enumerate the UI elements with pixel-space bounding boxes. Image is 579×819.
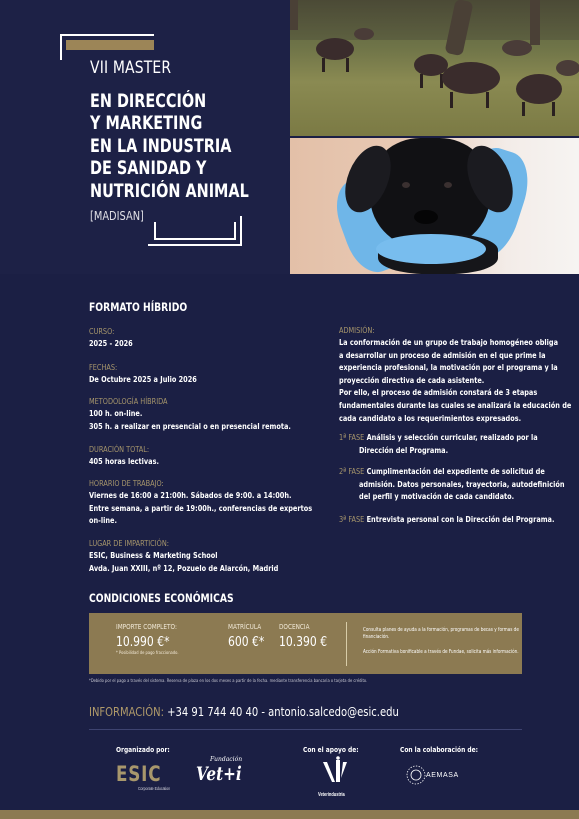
divider xyxy=(89,729,522,730)
matricula-value: 600 €* xyxy=(228,634,265,650)
fundacion-vet-logo: Fundación Vet+i xyxy=(196,756,243,785)
admision-label: ADMISIÓN: xyxy=(339,325,375,335)
horario-label: HORARIO DE TRABAJO: xyxy=(89,478,164,488)
metodologia-label: METODOLOGÍA HÍBRIDA xyxy=(89,396,168,406)
title-line: EN DIRECCIÓN xyxy=(90,91,207,112)
metodologia-value: 100 h. on-line. 305 h. a realizar en presencial o en presencial remota. xyxy=(89,408,291,431)
decor-bracket-top xyxy=(60,34,154,60)
lugar-label: LUGAR DE IMPARTICIÓN: xyxy=(89,538,169,548)
header xyxy=(0,0,579,274)
curso-value: 2025 - 2026 xyxy=(89,338,133,348)
duracion-label: DURACIÓN TOTAL: xyxy=(89,444,150,454)
condiciones-divider xyxy=(346,622,347,666)
fechas-label: FECHAS: xyxy=(89,362,118,372)
veterindustria-logo: Veterindustria xyxy=(316,756,354,796)
master-label: VII MASTER xyxy=(90,58,172,78)
contact-value[interactable]: +34 91 744 40 40 - antonio.salcedo@esic.edu xyxy=(163,704,399,719)
horario-value: Viernes de 16:00 a 21:00h. Sábados de 9:00. a 14:00h. Entre semana, a partir de 19:00h., conferencias de expertos on-line. xyxy=(89,490,313,526)
fase-3: 3ª FASE Entrevista personal con la Dirección del Programa. xyxy=(339,514,555,524)
fase-2: 2ª FASE Cumplimentación del expediente de solicitud de admisión. Datos personales, trayectoria, autodefinición del perfil y motivación de cada candidato. xyxy=(339,466,565,502)
decor-bracket-bottom-inner xyxy=(154,222,236,240)
docencia-value: 10.390 € xyxy=(279,634,328,650)
importe-value: 10.990 €* xyxy=(116,634,170,650)
fase-1: 1ª FASE Análisis y selección curricular, realizado por la Dirección del Programa. xyxy=(339,432,538,455)
colaboracion-label: Con la colaboración de: xyxy=(400,745,478,754)
aemasa-logo: AEMASA xyxy=(404,760,468,794)
title-line: Y MARKETING xyxy=(90,113,203,135)
condiciones-info: Consulta planes de ayuda a la formación, programas de becas y formas de financiación. Acción Formativa bonificable a través de Fundae, solicita más información. xyxy=(363,627,519,655)
condiciones-title: CONDICIONES ECONÓMICAS xyxy=(89,591,234,605)
condiciones-footnote: *Debido por el pago a través del sistema. Reserva de plaza en los dos meses a partir de la fecha. mediante transferencia bancaria o tarjeta de crédito. xyxy=(89,679,368,684)
title-line: NUTRICIÓN ANIMAL xyxy=(90,180,249,202)
contact-label: INFORMACIÓN: xyxy=(89,704,164,719)
bottom-band xyxy=(0,810,579,819)
format-title: FORMATO HÍBRIDO xyxy=(89,300,188,314)
importe-label: IMPORTE COMPLETO: xyxy=(116,622,177,631)
photo-puppy xyxy=(290,138,579,274)
lugar-value: ESIC, Business & Marketing School Avda. Juan XXIII, nº 12, Pozuelo de Alarcón, Madrid xyxy=(89,550,279,573)
photo-pigs xyxy=(290,0,579,136)
esic-logo: ESIC Corporate Education xyxy=(116,762,171,791)
veterindustria-icon xyxy=(316,756,354,786)
admision-text: La conformación de un grupo de trabajo homogéneo obliga a desarrollar un proceso de admisión en el que prime la experiencia profesional, la motivación por el programa y la proyección directiva de cada asistente. Por ello, el proceso de admisión constará de 3 etapas fundamentales durante las cuales se analizará la educación de cada candidato a los requerimientos expresados. xyxy=(339,337,572,423)
title-line: DE SANIDAD Y xyxy=(90,158,207,180)
matricula-label: MATRÍCULA xyxy=(228,622,262,631)
organizado-label: Organizado por: xyxy=(116,745,170,754)
fechas-value: De Octubre 2025 a Julio 2026 xyxy=(89,374,197,384)
curso-label: CURSO: xyxy=(89,326,115,336)
aemasa-icon xyxy=(404,764,428,786)
docencia-label: DOCENCIA xyxy=(279,622,310,631)
importe-note: * Posibilidad de pago fraccionado. xyxy=(116,651,179,656)
apoyo-label: Con el apoyo de: xyxy=(303,745,359,754)
contact-info xyxy=(89,704,476,719)
duracion-value: 405 horas lectivas. xyxy=(89,456,159,466)
program-acronym: [MADISAN] xyxy=(90,209,144,223)
title-line: EN LA INDUSTRIA xyxy=(90,135,232,157)
